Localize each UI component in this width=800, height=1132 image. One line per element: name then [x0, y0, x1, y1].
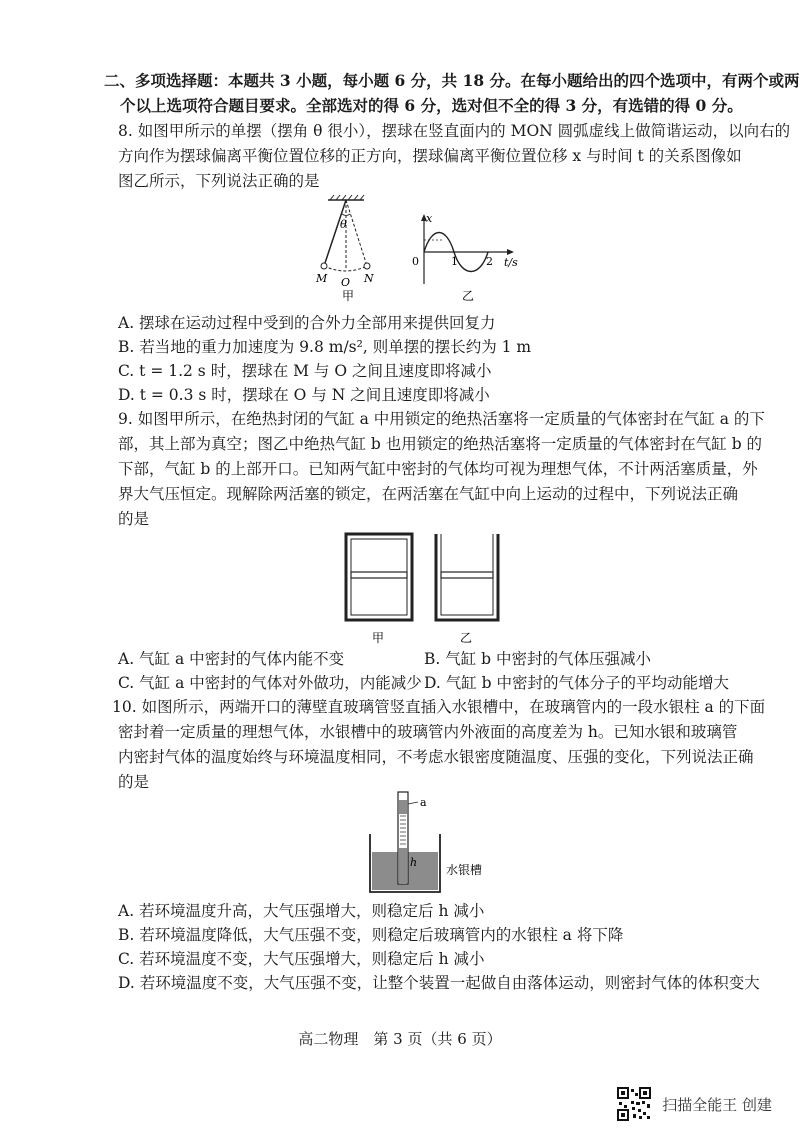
tank-label: 水银槽 [446, 863, 483, 877]
section-header-line2: 个以上选项符合题目要求。全部选对的得 6 分，选对但不全的得 3 分，有选错的得 0 分。 [120, 96, 743, 115]
q9-stem-line5: 的是 [118, 510, 150, 528]
tank-a-label: a [420, 796, 427, 809]
pendulum-N-label: N [364, 272, 374, 285]
cylinder-b-caption: 乙 [460, 631, 473, 645]
xt-tick1-label: 1 [451, 255, 458, 268]
xt-caption: 乙 [462, 289, 475, 303]
cylinder-a-caption: 甲 [372, 631, 385, 645]
section-header-line1: 二、多项选择题：本题共 3 小题，每小题 6 分，共 18 分。在每小题给出的四个选项中，有两个或两 [104, 71, 800, 90]
q10-stem-line3: 内密封气体的温度始终与环境温度相同，不考虑水银密度随温度、压强的变化，下列说法正确 [118, 748, 754, 766]
q9-option-c: C. 气缸 a 中密封的气体对外做功，内能减少 [118, 674, 422, 692]
xt-x-axis-label: x [426, 212, 433, 225]
qr-code-icon [616, 1086, 652, 1122]
cylinders-figure [340, 530, 510, 648]
q8-option-a: A. 摆球在运动过程中受到的合外力全部用来提供回复力 [118, 314, 496, 332]
q10-stem-line1: 10. 如图所示，两端开口的薄壁直玻璃管竖直插入水银槽中，在玻璃管内的一段水银柱 a 的下面 [112, 698, 766, 716]
q8-option-d: D. t = 0.3 s 时，摆球在 O 与 N 之间且速度即将减小 [118, 386, 490, 404]
pendulum-M-label: M [316, 272, 328, 285]
q9-option-b: B. 气缸 b 中密封的气体压强减小 [424, 650, 652, 668]
xt-origin-label: 0 [412, 255, 419, 268]
q8-option-b: B. 若当地的重力加速度为 9.8 m/s², 则单摆的摆长约为 1 m [118, 338, 532, 356]
q9-option-a: A. 气缸 a 中密封的气体内能不变 [118, 650, 345, 668]
tank-h-label: h [410, 856, 418, 869]
q8-option-c: C. t = 1.2 s 时，摆球在 M 与 O 之间且速度即将减小 [118, 362, 492, 380]
scanner-watermark [616, 1086, 772, 1122]
page-footer: 高二物理 第 3 页（共 6 页） [298, 1030, 502, 1048]
q10-option-d: D. 若环境温度不变，大气压强不变，让整个装置一起做自由落体运动，则密封气体的体积变大 [118, 974, 760, 992]
q10-option-c: C. 若环境温度不变，大气压强增大，则稳定后 h 减小 [118, 950, 485, 968]
scanner-label: 扫描全能王 创建 [662, 1095, 772, 1114]
pendulum-caption: 甲 [342, 289, 355, 303]
pendulum-figure [306, 194, 386, 304]
q9-option-d: D. 气缸 b 中密封的气体分子的平均动能增大 [424, 674, 730, 692]
xt-tick2-label: 2 [486, 255, 493, 268]
pendulum-theta-label: θ [340, 218, 347, 231]
mercury-tank-figure [366, 790, 506, 896]
q9-stem-line2: 部，其上部为真空；图乙中绝热气缸 b 也用锁定的绝热活塞将一定质量的气体密封在气缸 b 的 [118, 435, 763, 453]
pendulum-O-label: O [341, 276, 351, 289]
q9-stem-line3: 下部，气缸 b 的上部开口。已知两气缸中密封的气体均可视为理想气体，不计两活塞质量，外 [118, 460, 758, 478]
xt-t-axis-label: t/s [504, 256, 518, 269]
q9-stem-line1: 9. 如图甲所示，在绝热封闭的气缸 a 中用锁定的绝热活塞将一定质量的气体密封在气缸 a 的下 [118, 410, 765, 428]
q10-stem-line4: 的是 [118, 773, 150, 791]
q8-stem-line3: 图乙所示，下列说法正确的是 [118, 172, 320, 190]
xt-graph-figure [406, 210, 526, 304]
q10-stem-line2: 密封着一定质量的理想气体，水银槽中的玻璃管内外液面的高度差为 h。已知水银和玻璃管 [118, 723, 738, 741]
q10-option-b: B. 若环境温度降低，大气压强不变，则稳定后玻璃管内的水银柱 a 将下降 [118, 926, 624, 944]
q9-stem-line4: 界大气压恒定。现解除两活塞的锁定，在两活塞在气缸中向上运动的过程中，下列说法正确 [118, 485, 739, 503]
q10-option-a: A. 若环境温度升高，大气压强增大，则稳定后 h 减小 [118, 902, 485, 920]
q8-stem-line1: 8. 如图甲所示的单摆（摆角 θ 很小），摆球在竖直面内的 MON 圆弧虚线上做简谐运动，以向右的 [118, 122, 791, 140]
q8-stem-line2: 方向作为摆球偏离平衡位置位移的正方向，摆球偏离平衡位置位移 x 与时间 t 的关系图像如 [118, 147, 742, 165]
